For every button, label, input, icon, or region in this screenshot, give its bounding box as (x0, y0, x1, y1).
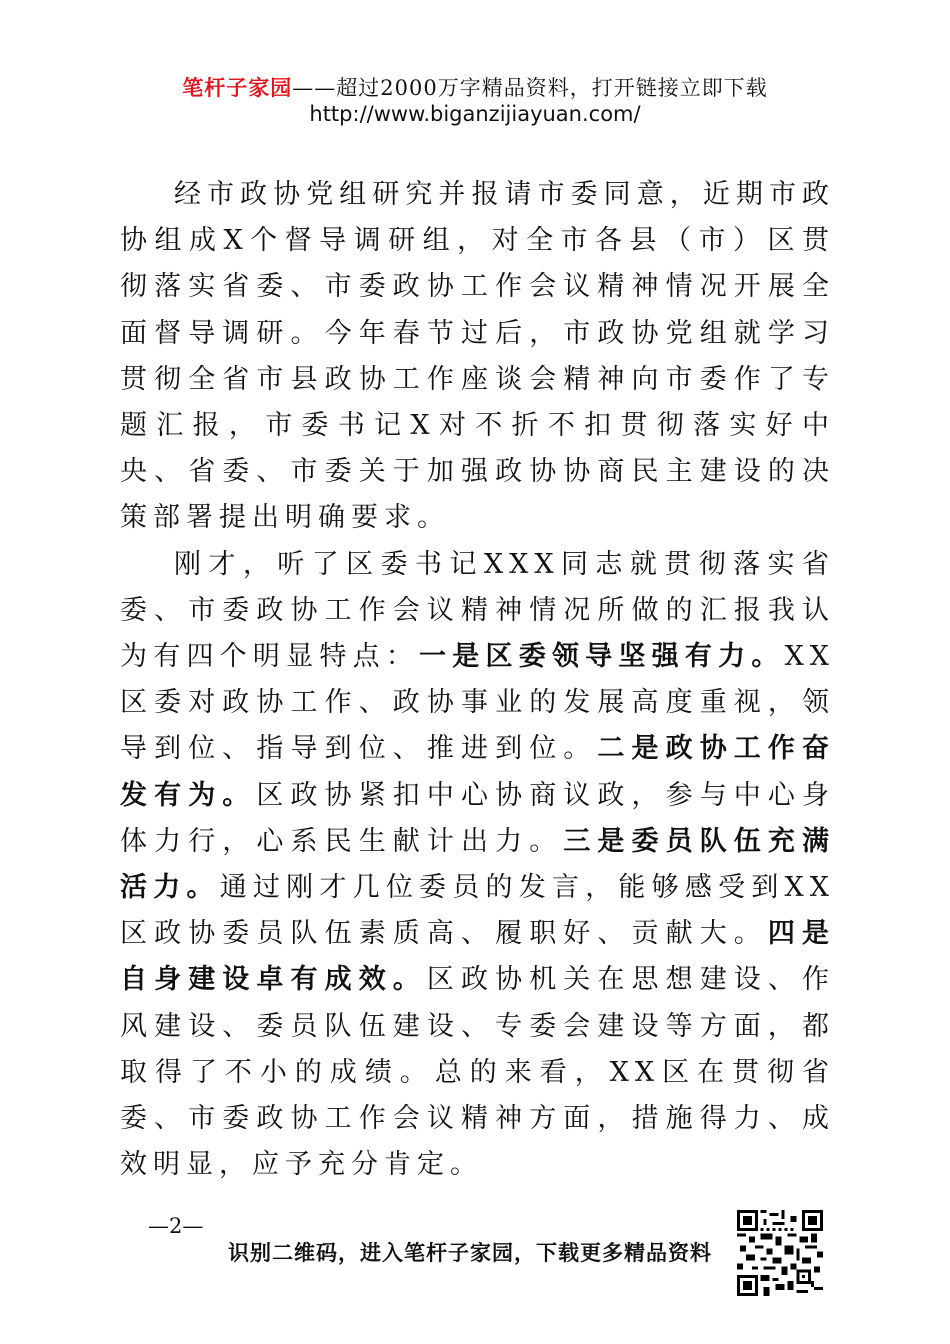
key-point-heading: 一是区委领导坚强有力。 (419, 641, 785, 673)
paragraph (120, 172, 835, 542)
paragraph-text: XX区委对政协工作、政协事业的发展高度重视，领导到位、指导到位、推进到位。 (120, 641, 836, 765)
key-point-heading: 四是自身建设卓有成效。 (120, 918, 836, 996)
qr-code-icon[interactable] (737, 1210, 823, 1296)
brand-name: 笔杆子家园 (182, 75, 293, 100)
key-point-heading: 三是委员队伍充满活力。 (120, 825, 836, 904)
header-url[interactable]: http://www.biganzijiayuan.com/ (309, 102, 641, 126)
document-body (120, 172, 835, 1188)
footer-caption: 识别二维码，进入笔杆子家园，下载更多精品资料 (228, 1240, 712, 1265)
paragraph (120, 542, 835, 1189)
header-banner (0, 74, 950, 102)
paragraph-text: 刚才，听了区委书记XXX同志就贯彻落实省委、市委政协工作会议精神情况所做的汇报我认为有四个明显特点： (120, 548, 835, 673)
key-point-heading: 二是政协工作奋发有为。 (120, 733, 836, 811)
page-number: —2— (148, 1214, 204, 1238)
paragraph-text: 通过刚才几位委员的发言，能够感受到XX区政协委员队伍素质高、履职好、贡献大。 (120, 872, 835, 950)
paragraph-text: 区政协机关在思想建设、作风建设、委员队伍建设、专委会建设等方面，都取得了不小的成绩。总的来看，XX区在贯彻省委、市委政协工作会议精神方面，措施得力、成效明显，应予充分肯定。 (120, 964, 836, 1181)
header-tagline: ——超过2000万字精品资料，打开链接立即下载 (292, 76, 768, 100)
paragraph-text: 经市政协党组研究并报请市委同意，近期市政协组成X个督导调研组，对全市各县（市）区贯彻落实省委、市委政协工作会议精神情况开展全面督导调研。今年春节过后，市政协党组就学习贯彻全省市县政协工作座谈会精神向市委作了专题汇报，市委书记X对不折不扣贯彻落实好中央、省委、市委关于加强政协协商民主建设的决策部署提出明确要求。 (120, 179, 835, 534)
paragraph-text: 区政协紧扣中心协商议政，参与中心身体力行，心系民生献计出力。 (120, 779, 836, 857)
